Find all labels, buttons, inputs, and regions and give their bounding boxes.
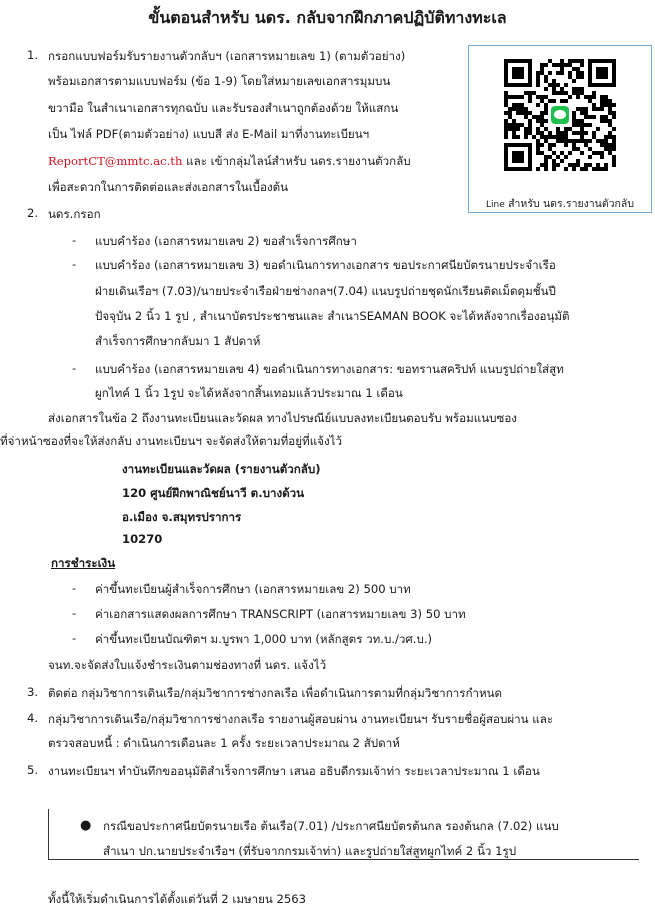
step-4-number: 4.: [26, 711, 38, 725]
step-2-item-3-line-1: แบบคำร้อง (เอกสารหมายเลข 4) ขอดำเนินการทางเอกสาร: ขอทรานสคริปท์ แนบรูปถ่ายใส่สูท: [95, 362, 564, 376]
step-2-heading: นดร.กรอก: [48, 207, 101, 221]
address-line-1: งานทะเบียนและวัดผล (รายงานตัวกลับ): [122, 462, 321, 476]
step-4-line-1: กลุ่มวิชาการเดินเรือ/กลุ่มวิชาการช่างกลเรือ รายงานผู้สอบผ่าน งานทะเบียนฯ รับรายชื่อผู้สอบผ่าน และ: [48, 712, 554, 726]
step-1-line-1: กรอกแบบฟอร์มรับรายงานตัวกลับฯ (เอกสารหมายเลข 1) (ตามตัวอย่าง): [48, 49, 406, 63]
step-2-number: 2.: [26, 206, 38, 220]
payment-item-2-dash: -: [72, 606, 77, 620]
step-1-line-5-rest: และ เข้ากลุ่มไลน์สำหรับ นดร.รายงานตัวกลับ: [182, 154, 411, 168]
payment-item-3: ค่าขึ้นทะเบียนบัณฑิตฯ ม.บูรพา 1,000 บาท (หลักสูตร วท.บ./วศ.บ.): [95, 632, 433, 646]
note-line-1: กรณีขอประกาศนียบัตรนายเรือ ต้นเรือ(7.01) /ประกาศนียบัตรต้นกล รองต้นกล (7.02) แนบ: [103, 819, 559, 833]
step-5-number: 5.: [26, 763, 38, 777]
step-2-item-2-line-4: สำเร็จการศึกษากลับมา 1 สัปดาห์: [95, 334, 261, 348]
line-qr-code-icon[interactable]: [504, 59, 616, 171]
step-1-line-4: เป็น ไฟล์ PDF(ตามตัวอย่าง) แบบสี ส่ง E-Mail มาที่งานทะเบียนฯ: [48, 127, 370, 141]
step-4-line-2: ตรวจสอบหนี้ : ดำเนินการเดือนละ 1 ครั้ง ระยะเวลาประมาณ 2 สัปดาห์: [48, 736, 400, 750]
page-title: ขั้นตอนสำหรับ นดร. กลับจากฝึกภาคปฏิบัติทางทะเล: [148, 8, 507, 27]
payment-item-3-dash: -: [72, 631, 77, 645]
step-1-line-5: [48, 153, 411, 171]
step-3-number: 3.: [26, 685, 38, 699]
note-bullet-icon: ●: [80, 818, 92, 833]
send-instruction-line-1: ส่งเอกสารในข้อ 2 ถึงงานทะเบียนและวัดผล ทางไปรษณีย์แบบลงทะเบียนตอบรับ พร้อมแนบซอง: [48, 411, 517, 425]
start-date-footer: ทั้งนี้ให้เริ่มดำเนินการได้ตั้งแต่วันที่ 2 เมษายน 2563: [48, 892, 307, 906]
address-line-2: 120 ศูนย์ฝึกพาณิชย์นาวี ต.บางด้วน: [122, 486, 305, 500]
step-1-line-3: ขวามือ ในสำเนาเอกสารทุกฉบับ และรับรองสำเนาถูกต้องด้วย ให้แสกน: [48, 101, 399, 115]
address-line-3: อ.เมือง จ.สมุทรปราการ: [122, 510, 242, 524]
step-2-item-2-line-3: ปัจจุบัน 2 นิ้ว 1 รูป , สำเนาบัตรประชาชนและ สำเนาSEAMAN BOOK จะได้หลังจากเรื่องอนุมัติ: [95, 309, 570, 323]
send-instruction-line-2: ที่จ่าหน้าซองที่จะให้ส่งกลับ งานทะเบียนฯ จะจัดส่งให้ตามที่อยู่ที่แจ้งไว้: [0, 434, 342, 448]
step-2-item-2-line-1: แบบคำร้อง (เอกสารหมายเลข 3) ขอดำเนินการทางเอกสาร ขอประกาศนียบัตรนายประจำเรือ: [95, 258, 556, 272]
step-2-item-3-line-2: ผูกไทค์ 1 นิ้ว 1รูป จะได้หลังจากสิ้นเทอมแล้วประมาณ 1 เดือน: [95, 386, 403, 400]
payment-item-2: ค่าเอกสารแสดงผลการศึกษา TRANSCRIPT (เอกสารหมายเลข 3) 50 บาท: [95, 607, 466, 621]
step-2-item-3-dash: -: [72, 361, 77, 375]
step-2-item-1-line-1: แบบคำร้อง (เอกสารหมายเลข 2) ขอสำเร็จการศึกษา: [95, 234, 357, 248]
payment-note: จนท.จะจัดส่งใบแจ้งชำระเงินตามช่องทางที่ นดร. แจ้งไว้: [48, 658, 327, 672]
step-2-item-2-dash: -: [72, 257, 77, 271]
step-2-item-2-line-2: ฝ่ายเดินเรือฯ (7.03)/นายประจำเรือฝ่ายช่างกลฯ(7.04) แนบรูปถ่ายชุดนักเรียนติดเม็ดดุมชั้นปี: [95, 284, 556, 298]
step-2-item-1-dash: -: [72, 233, 77, 247]
step-1-line-6: เพื่อสะดวกในการติดต่อและส่งเอกสารในเบื้องต้น: [48, 180, 289, 194]
qr-caption: [468, 195, 652, 212]
qr-caption-text: สำหรับ นดร.รายงานตัวกลับ: [504, 198, 634, 210]
payment-item-1: ค่าขึ้นทะเบียนผู้สำเร็จการศึกษา (เอกสารหมายเลข 2) 500 บาท: [95, 582, 411, 596]
report-email-link[interactable]: ReportCT@mmtc.ac.th: [48, 154, 183, 168]
step-3-text: ติดต่อ กลุ่มวิชาการเดินเรือ/กลุ่มวิชาการช่างกลเรือ เพื่อดำเนินการตามที่กลุ่มวิชาการกำหนด: [48, 686, 503, 700]
step-1-line-2: พร้อมเอกสารตามแบบฟอร์ม (ข้อ 1-9) โดยใส่หมายเลขเอกสารมุมบน: [48, 74, 391, 88]
payment-heading: การชำระเงิน: [51, 556, 116, 570]
step-5-text: งานทะเบียนฯ ทำบันทึกขออนุมัติสำเร็จการศึกษา เสนอ อธิบดีกรมเจ้าท่า ระยะเวลาประมาณ 1 เดือน: [48, 764, 540, 778]
address-postcode: 10270: [122, 532, 163, 546]
note-line-2: สำเนา ปก.นายประจำเรือฯ (ที่รับจากกรมเจ้าท่า) และรูปถ่ายใส่สูทผูกไทค์ 2 นิ้ว 1รูป: [103, 844, 517, 858]
payment-item-1-dash: -: [72, 581, 77, 595]
qr-caption-prefix: Line: [485, 200, 505, 210]
step-1-number: 1.: [26, 48, 38, 62]
